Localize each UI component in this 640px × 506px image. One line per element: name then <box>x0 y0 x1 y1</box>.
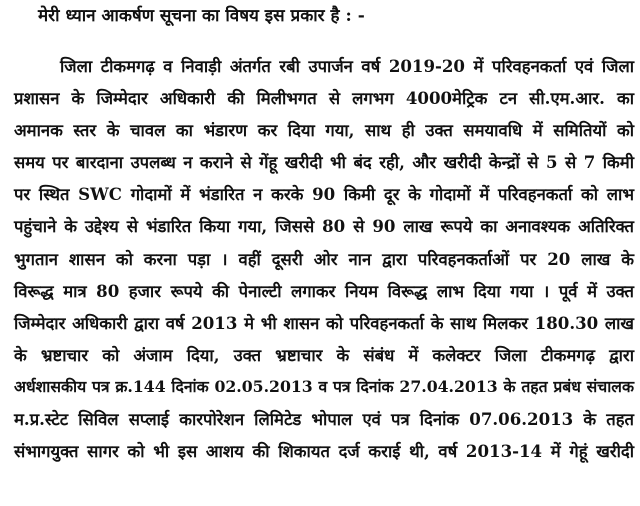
paragraph-line-11: अर्धशासकीय पत्र क्र.144 दिनांक 02.05.2013 व पत्र दिनांक 27.04.2013 के तहत प्रबंध संचालक <box>14 376 634 396</box>
paragraph-line-8: विरूद्ध मात्र 80 हजार रूपये की पेनाल्टी लगाकर नियम विरूद्ध लाभ दिया गया । पूर्व में उक्त <box>14 280 634 301</box>
paragraph-line-3: अमानक स्तर के चावल का भंडारण कर दिया गया, साथ ही उक्त समयावधि में समितियों को <box>14 120 634 141</box>
document-heading: मेरी ध्यान आकर्षण सूचना का विषय इस प्रकार है : - <box>38 6 365 26</box>
paragraph-line-4: समय पर बारदाना उपलब्ध न कराने से गेंहू खरीदी भी बंद रही, और खरीदी केन्द्रों से 5 से 7 किमी <box>14 152 634 173</box>
paragraph-line-7: भुगतान शासन को करना पड़ा । वहीं दूसरी ओर नान द्वारा परिवहनकर्ताओं पर 20 लाख के <box>14 248 634 269</box>
paragraph-line-10: के भ्रष्टाचार को अंजाम दिया, उक्त भ्रष्टाचार के संबंध में कलेक्टर जिला टीकमगढ़ द्वारा <box>14 344 634 365</box>
paragraph-line-6: पहुंचाने के उद्देश्य से भंडारित किया गया, जिससे 80 से 90 लाख रूपये का अनावश्यक अतिरिक्त <box>14 216 634 237</box>
paragraph-line-2: प्रशासन के जिम्मेदार अधिकारी की मिलीभगत से लगभग 4000मेट्रिक टन सी.एम.आर. का <box>14 88 634 109</box>
paragraph-line-9: जिम्मेदार अधिकारी द्वारा वर्ष 2013 मे भी शासन को परिवहनकर्ता के साथ मिलकर 180.30 लाख <box>14 312 634 333</box>
paragraph-line-12: म.प्र.स्टेट सिविल सप्लाई कारपोरेशन लिमिटेड भोपाल एवं पत्र दिनांक 07.06.2013 के तहत <box>14 409 634 430</box>
paragraph-line-13: संभागयुक्त सागर को भी इस आशय की शिकायत दर्ज कराई थी, वर्ष 2013-14 में गेहूं खरीदी <box>14 441 634 462</box>
document-paragraph <box>14 50 634 467</box>
paragraph-line-5: पर स्थित SWC गोदामों में भंडारित न करके 90 किमी दूर के गोदामों में परिवहनकर्ता को लाभ <box>14 184 634 205</box>
paragraph-line-1: जिला टीकमगढ़ व निवाड़ी अंतर्गत रबी उपार्जन वर्ष 2019-20 में परिवहनकर्ता एवं जिला <box>60 56 634 76</box>
